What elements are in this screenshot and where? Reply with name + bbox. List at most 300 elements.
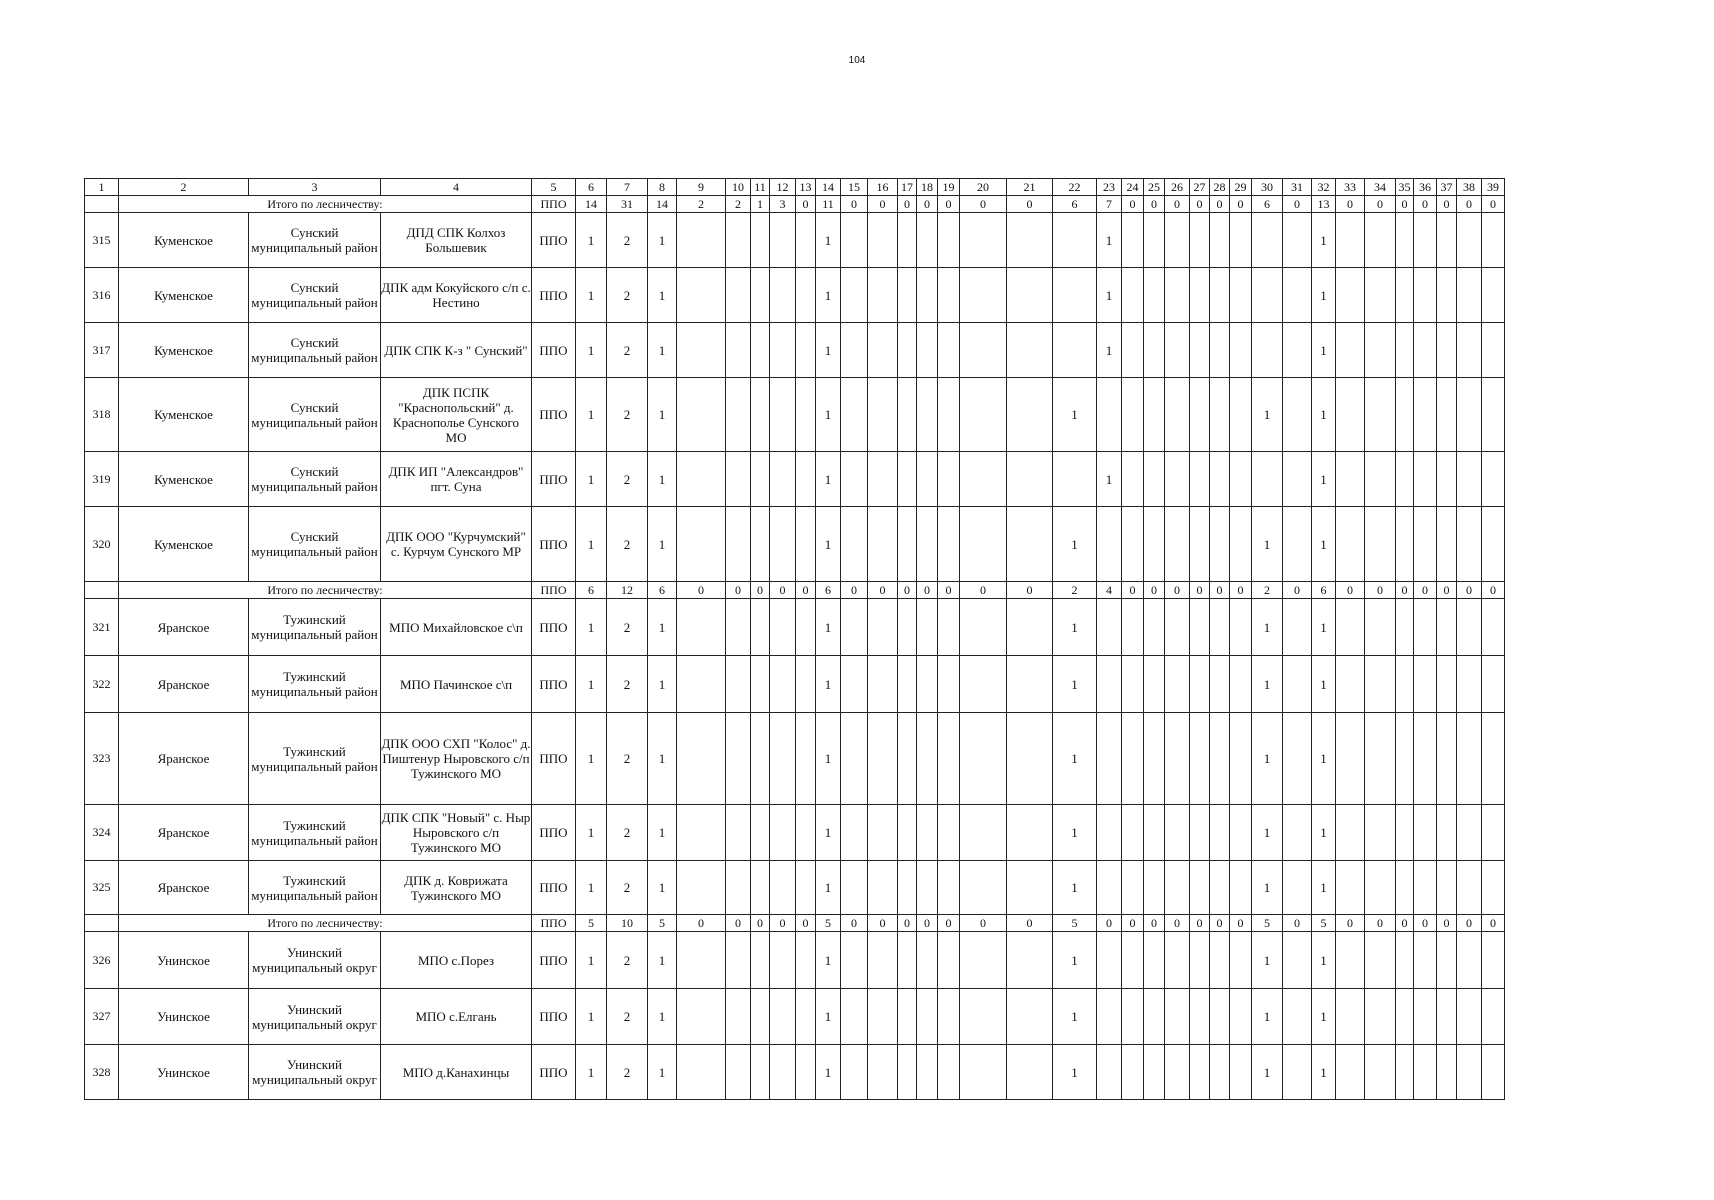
- value-col-16: [868, 656, 898, 713]
- value-col-23: [1097, 713, 1122, 805]
- value-col-37: [1437, 805, 1457, 861]
- value-col-31: [1283, 805, 1312, 861]
- total-value-col-38: 0: [1457, 196, 1482, 213]
- value-col-11: [751, 599, 770, 656]
- total-value-col-8: 14: [648, 196, 677, 213]
- value-col-33: [1336, 378, 1365, 452]
- value-col-26: [1165, 932, 1190, 989]
- value-col-13: [796, 656, 816, 713]
- value-col-25: [1144, 507, 1165, 582]
- value-col-15: [841, 452, 868, 507]
- total-value-col-39: 0: [1482, 915, 1505, 932]
- unit-type: ППО: [532, 378, 576, 452]
- value-col-10: [726, 599, 751, 656]
- value-col-17: [898, 452, 917, 507]
- value-col-20: [960, 656, 1007, 713]
- value-col-33: [1336, 1045, 1365, 1100]
- total-value-col-14: 6: [816, 582, 841, 599]
- total-value-col-10: 0: [726, 582, 751, 599]
- value-col-13: [796, 713, 816, 805]
- value-col-7: 2: [607, 599, 648, 656]
- total-value-col-34: 0: [1365, 196, 1396, 213]
- value-col-13: [796, 805, 816, 861]
- total-value-col-22: 5: [1053, 915, 1097, 932]
- row-number: 317: [85, 323, 119, 378]
- row-number: 327: [85, 989, 119, 1045]
- column-number-24: 24: [1122, 179, 1144, 196]
- value-col-39: [1482, 268, 1505, 323]
- value-col-9: [677, 989, 726, 1045]
- total-value-col-13: 0: [796, 915, 816, 932]
- value-col-17: [898, 932, 917, 989]
- value-col-25: [1144, 656, 1165, 713]
- value-col-16: [868, 378, 898, 452]
- column-number-14: 14: [816, 179, 841, 196]
- value-col-39: [1482, 989, 1505, 1045]
- value-col-15: [841, 378, 868, 452]
- value-col-27: [1190, 213, 1210, 268]
- value-col-10: [726, 507, 751, 582]
- value-col-7: 2: [607, 1045, 648, 1100]
- forestry-name: Куменское: [119, 452, 249, 507]
- column-number-34: 34: [1365, 179, 1396, 196]
- value-col-10: [726, 323, 751, 378]
- value-col-37: [1437, 378, 1457, 452]
- total-value-col-5: ППО: [532, 915, 576, 932]
- value-col-8: 1: [648, 932, 677, 989]
- value-col-11: [751, 805, 770, 861]
- value-col-23: 1: [1097, 268, 1122, 323]
- value-col-24: [1122, 213, 1144, 268]
- value-col-12: [770, 213, 796, 268]
- value-col-31: [1283, 507, 1312, 582]
- value-col-9: [677, 805, 726, 861]
- total-label: Итого по лесничеству:: [119, 582, 532, 599]
- total-blank-cell: [85, 196, 119, 213]
- value-col-29: [1230, 932, 1252, 989]
- value-col-8: 1: [648, 452, 677, 507]
- total-value-col-14: 11: [816, 196, 841, 213]
- total-value-col-23: 0: [1097, 915, 1122, 932]
- total-value-col-10: 2: [726, 196, 751, 213]
- value-col-38: [1457, 452, 1482, 507]
- forestry-name: Яранское: [119, 599, 249, 656]
- value-col-17: [898, 599, 917, 656]
- value-col-18: [917, 507, 938, 582]
- table-row: [85, 656, 1505, 713]
- total-value-col-21: 0: [1007, 582, 1053, 599]
- total-value-col-7: 31: [607, 196, 648, 213]
- value-col-22: [1053, 213, 1097, 268]
- value-col-24: [1122, 1045, 1144, 1100]
- value-col-27: [1190, 805, 1210, 861]
- unit-type: ППО: [532, 989, 576, 1045]
- forestry-name: Яранское: [119, 713, 249, 805]
- total-value-col-25: 0: [1144, 915, 1165, 932]
- value-col-12: [770, 989, 796, 1045]
- total-value-col-16: 0: [868, 196, 898, 213]
- value-col-10: [726, 805, 751, 861]
- column-number-7: 7: [607, 179, 648, 196]
- value-col-33: [1336, 268, 1365, 323]
- value-col-32: 1: [1312, 861, 1336, 915]
- value-col-6: 1: [576, 861, 607, 915]
- value-col-26: [1165, 378, 1190, 452]
- value-col-25: [1144, 1045, 1165, 1100]
- row-number: 326: [85, 932, 119, 989]
- district-name: Унинский муниципальный округ: [249, 932, 381, 989]
- table-row: [85, 989, 1505, 1045]
- value-col-7: 2: [607, 378, 648, 452]
- value-col-6: 1: [576, 268, 607, 323]
- row-number: 320: [85, 507, 119, 582]
- value-col-18: [917, 805, 938, 861]
- value-col-37: [1437, 213, 1457, 268]
- value-col-27: [1190, 452, 1210, 507]
- value-col-28: [1210, 932, 1230, 989]
- total-value-col-31: 0: [1283, 915, 1312, 932]
- column-number-2: 2: [119, 179, 249, 196]
- value-col-16: [868, 989, 898, 1045]
- value-col-36: [1414, 805, 1437, 861]
- total-value-col-20: 0: [960, 915, 1007, 932]
- value-col-18: [917, 378, 938, 452]
- value-col-6: 1: [576, 713, 607, 805]
- total-value-col-28: 0: [1210, 582, 1230, 599]
- value-col-20: [960, 599, 1007, 656]
- unit-type: ППО: [532, 268, 576, 323]
- value-col-31: [1283, 323, 1312, 378]
- value-col-19: [938, 507, 960, 582]
- total-value-col-11: 0: [751, 582, 770, 599]
- value-col-10: [726, 713, 751, 805]
- value-col-13: [796, 452, 816, 507]
- column-number-28: 28: [1210, 179, 1230, 196]
- district-name: Тужинский муниципальный район: [249, 805, 381, 861]
- value-col-18: [917, 452, 938, 507]
- total-value-col-37: 0: [1437, 196, 1457, 213]
- column-number-5: 5: [532, 179, 576, 196]
- value-col-23: [1097, 599, 1122, 656]
- value-col-11: [751, 323, 770, 378]
- total-value-col-20: 0: [960, 196, 1007, 213]
- value-col-38: [1457, 213, 1482, 268]
- value-col-35: [1396, 599, 1414, 656]
- district-name: Сунский муниципальный район: [249, 507, 381, 582]
- total-value-col-36: 0: [1414, 915, 1437, 932]
- value-col-20: [960, 1045, 1007, 1100]
- value-col-36: [1414, 213, 1437, 268]
- value-col-14: 1: [816, 861, 841, 915]
- value-col-34: [1365, 656, 1396, 713]
- value-col-6: 1: [576, 507, 607, 582]
- value-col-24: [1122, 452, 1144, 507]
- total-value-col-23: 7: [1097, 196, 1122, 213]
- value-col-17: [898, 656, 917, 713]
- value-col-30: 1: [1252, 1045, 1283, 1100]
- total-value-col-8: 5: [648, 915, 677, 932]
- value-col-39: [1482, 599, 1505, 656]
- value-col-26: [1165, 805, 1190, 861]
- total-value-col-19: 0: [938, 196, 960, 213]
- value-col-23: 1: [1097, 323, 1122, 378]
- value-col-11: [751, 656, 770, 713]
- value-col-30: 1: [1252, 932, 1283, 989]
- total-value-col-18: 0: [917, 915, 938, 932]
- total-value-col-39: 0: [1482, 196, 1505, 213]
- value-col-28: [1210, 861, 1230, 915]
- total-value-col-12: 0: [770, 915, 796, 932]
- total-value-col-26: 0: [1165, 196, 1190, 213]
- value-col-6: 1: [576, 599, 607, 656]
- value-col-34: [1365, 378, 1396, 452]
- total-value-col-7: 10: [607, 915, 648, 932]
- value-col-9: [677, 1045, 726, 1100]
- value-col-33: [1336, 713, 1365, 805]
- value-col-22: 1: [1053, 713, 1097, 805]
- value-col-38: [1457, 507, 1482, 582]
- table-row: [85, 213, 1505, 268]
- value-col-13: [796, 861, 816, 915]
- value-col-21: [1007, 323, 1053, 378]
- total-value-col-5: ППО: [532, 582, 576, 599]
- value-col-14: 1: [816, 713, 841, 805]
- value-col-16: [868, 713, 898, 805]
- total-value-col-21: 0: [1007, 915, 1053, 932]
- value-col-8: 1: [648, 861, 677, 915]
- value-col-12: [770, 599, 796, 656]
- value-col-21: [1007, 932, 1053, 989]
- value-col-24: [1122, 378, 1144, 452]
- value-col-37: [1437, 452, 1457, 507]
- forestry-name: Унинское: [119, 989, 249, 1045]
- value-col-19: [938, 932, 960, 989]
- value-col-24: [1122, 805, 1144, 861]
- value-col-37: [1437, 507, 1457, 582]
- value-col-13: [796, 989, 816, 1045]
- total-value-col-30: 6: [1252, 196, 1283, 213]
- value-col-36: [1414, 268, 1437, 323]
- value-col-29: [1230, 805, 1252, 861]
- total-value-col-22: 6: [1053, 196, 1097, 213]
- value-col-31: [1283, 713, 1312, 805]
- value-col-39: [1482, 713, 1505, 805]
- district-name: Сунский муниципальный район: [249, 378, 381, 452]
- column-number-3: 3: [249, 179, 381, 196]
- value-col-39: [1482, 861, 1505, 915]
- value-col-8: 1: [648, 213, 677, 268]
- value-col-34: [1365, 213, 1396, 268]
- value-col-32: 1: [1312, 452, 1336, 507]
- total-value-col-19: 0: [938, 582, 960, 599]
- total-value-col-17: 0: [898, 915, 917, 932]
- value-col-12: [770, 805, 796, 861]
- value-col-21: [1007, 713, 1053, 805]
- value-col-11: [751, 213, 770, 268]
- value-col-26: [1165, 713, 1190, 805]
- total-blank-cell: [85, 915, 119, 932]
- value-col-33: [1336, 599, 1365, 656]
- table-row: [85, 378, 1505, 452]
- total-value-col-25: 0: [1144, 196, 1165, 213]
- value-col-15: [841, 713, 868, 805]
- value-col-24: [1122, 323, 1144, 378]
- value-col-20: [960, 989, 1007, 1045]
- value-col-15: [841, 1045, 868, 1100]
- column-number-20: 20: [960, 179, 1007, 196]
- value-col-12: [770, 323, 796, 378]
- value-col-6: 1: [576, 213, 607, 268]
- value-col-22: 1: [1053, 599, 1097, 656]
- row-number: 321: [85, 599, 119, 656]
- value-col-21: [1007, 452, 1053, 507]
- value-col-6: 1: [576, 989, 607, 1045]
- column-number-25: 25: [1144, 179, 1165, 196]
- value-col-10: [726, 1045, 751, 1100]
- total-value-col-34: 0: [1365, 915, 1396, 932]
- value-col-14: 1: [816, 452, 841, 507]
- value-col-30: [1252, 323, 1283, 378]
- total-value-col-39: 0: [1482, 582, 1505, 599]
- total-value-col-31: 0: [1283, 582, 1312, 599]
- value-col-21: [1007, 507, 1053, 582]
- value-col-19: [938, 713, 960, 805]
- value-col-23: [1097, 932, 1122, 989]
- value-col-14: 1: [816, 323, 841, 378]
- column-number-18: 18: [917, 179, 938, 196]
- column-number-32: 32: [1312, 179, 1336, 196]
- value-col-18: [917, 1045, 938, 1100]
- value-col-19: [938, 656, 960, 713]
- table-row: [85, 932, 1505, 989]
- value-col-25: [1144, 932, 1165, 989]
- value-col-28: [1210, 1045, 1230, 1100]
- value-col-38: [1457, 656, 1482, 713]
- value-col-12: [770, 861, 796, 915]
- value-col-21: [1007, 599, 1053, 656]
- value-col-14: 1: [816, 989, 841, 1045]
- value-col-9: [677, 599, 726, 656]
- value-col-30: 1: [1252, 507, 1283, 582]
- value-col-20: [960, 713, 1007, 805]
- forestry-name: Яранское: [119, 656, 249, 713]
- forestry-name: Куменское: [119, 323, 249, 378]
- value-col-27: [1190, 507, 1210, 582]
- total-value-col-35: 0: [1396, 915, 1414, 932]
- value-col-28: [1210, 656, 1230, 713]
- value-col-33: [1336, 989, 1365, 1045]
- value-col-25: [1144, 989, 1165, 1045]
- total-value-col-36: 0: [1414, 582, 1437, 599]
- value-col-19: [938, 323, 960, 378]
- value-col-39: [1482, 213, 1505, 268]
- value-col-14: 1: [816, 213, 841, 268]
- value-col-23: [1097, 507, 1122, 582]
- total-value-col-37: 0: [1437, 582, 1457, 599]
- total-value-col-24: 0: [1122, 582, 1144, 599]
- value-col-33: [1336, 656, 1365, 713]
- value-col-10: [726, 989, 751, 1045]
- value-col-13: [796, 932, 816, 989]
- value-col-13: [796, 1045, 816, 1100]
- value-col-13: [796, 213, 816, 268]
- value-col-33: [1336, 323, 1365, 378]
- district-name: Сунский муниципальный район: [249, 213, 381, 268]
- value-col-6: 1: [576, 932, 607, 989]
- total-value-col-16: 0: [868, 915, 898, 932]
- value-col-39: [1482, 932, 1505, 989]
- value-col-22: [1053, 452, 1097, 507]
- value-col-15: [841, 932, 868, 989]
- column-number-37: 37: [1437, 179, 1457, 196]
- column-number-4: 4: [381, 179, 532, 196]
- value-col-18: [917, 656, 938, 713]
- value-col-24: [1122, 861, 1144, 915]
- value-col-32: 1: [1312, 805, 1336, 861]
- value-col-29: [1230, 861, 1252, 915]
- value-col-36: [1414, 656, 1437, 713]
- value-col-27: [1190, 713, 1210, 805]
- value-col-19: [938, 599, 960, 656]
- total-value-col-22: 2: [1053, 582, 1097, 599]
- value-col-24: [1122, 989, 1144, 1045]
- forestry-name: Унинское: [119, 932, 249, 989]
- value-col-34: [1365, 268, 1396, 323]
- forestry-name: Куменское: [119, 507, 249, 582]
- value-col-35: [1396, 268, 1414, 323]
- value-col-21: [1007, 378, 1053, 452]
- value-col-17: [898, 213, 917, 268]
- column-number-8: 8: [648, 179, 677, 196]
- value-col-6: 1: [576, 378, 607, 452]
- value-col-32: 1: [1312, 507, 1336, 582]
- value-col-7: 2: [607, 507, 648, 582]
- table-row: [85, 805, 1505, 861]
- column-number-31: 31: [1283, 179, 1312, 196]
- column-number-17: 17: [898, 179, 917, 196]
- value-col-33: [1336, 507, 1365, 582]
- value-col-36: [1414, 323, 1437, 378]
- organization-name: ДПД СПК Колхоз Большевик: [381, 213, 532, 268]
- organization-name: ДПК ИП "Александров" пгт. Суна: [381, 452, 532, 507]
- value-col-23: [1097, 861, 1122, 915]
- column-number-11: 11: [751, 179, 770, 196]
- total-value-col-30: 2: [1252, 582, 1283, 599]
- total-value-col-17: 0: [898, 196, 917, 213]
- total-value-col-33: 0: [1336, 582, 1365, 599]
- value-col-16: [868, 213, 898, 268]
- total-value-col-18: 0: [917, 582, 938, 599]
- total-value-col-38: 0: [1457, 915, 1482, 932]
- value-col-12: [770, 1045, 796, 1100]
- table-row: [85, 323, 1505, 378]
- value-col-38: [1457, 861, 1482, 915]
- unit-type: ППО: [532, 713, 576, 805]
- value-col-35: [1396, 452, 1414, 507]
- column-number-39: 39: [1482, 179, 1505, 196]
- forestry-name: Куменское: [119, 213, 249, 268]
- total-value-col-34: 0: [1365, 582, 1396, 599]
- value-col-15: [841, 268, 868, 323]
- total-value-col-6: 5: [576, 915, 607, 932]
- table-row: [85, 599, 1505, 656]
- value-col-35: [1396, 656, 1414, 713]
- value-col-17: [898, 805, 917, 861]
- value-col-38: [1457, 713, 1482, 805]
- organization-name: ДПК ПСПК "Краснопольский" д. Краснополье Сунского МО: [381, 378, 532, 452]
- value-col-29: [1230, 507, 1252, 582]
- value-col-9: [677, 656, 726, 713]
